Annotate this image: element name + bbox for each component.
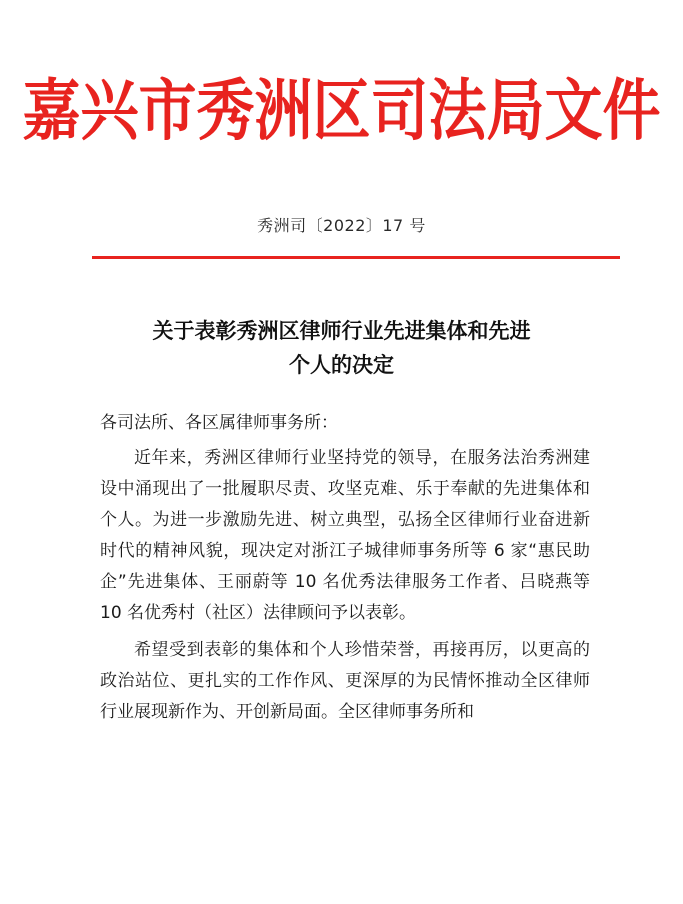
paragraph-2: 希望受到表彰的集体和个人珍惜荣誉，再接再厉，以更高的政治站位、更扎实的工作作风、更深厚的为民情怀推动全区律师行业展现新作为、开创新局面。全区律师事务所和: [100, 640, 590, 722]
document-body: [100, 408, 590, 728]
document-title-line-1: 关于表彰秀洲区律师行业先进集体和先进: [152, 318, 531, 343]
masthead-title: 嘉兴市秀洲区司法局文件: [22, 71, 661, 150]
document-title-line-2: 个人的决定: [289, 352, 394, 377]
salutation: 各司法所、各区属律师事务所：: [100, 413, 338, 433]
document-title: [60, 314, 623, 382]
paragraph-1: 近年来，秀洲区律师行业坚持党的领导，在服务法治秀洲建设中涌现出了一批履职尽责、攻坚克难、乐于奉献的先进集体和个人。为进一步激励先进、树立典型，弘扬全区律师行业奋进新时代的精神风貌，现决定对浙江子城律师事务所等 6 家“惠民助企”先进集体、王丽蔚等 10 名优秀法律服务工作者、吕晓燕等 10 名优秀村（社区）法律顾问予以表彰。: [100, 448, 590, 623]
document-number: 秀洲司〔2022〕17 号: [257, 216, 426, 235]
red-divider-line: [92, 256, 620, 259]
